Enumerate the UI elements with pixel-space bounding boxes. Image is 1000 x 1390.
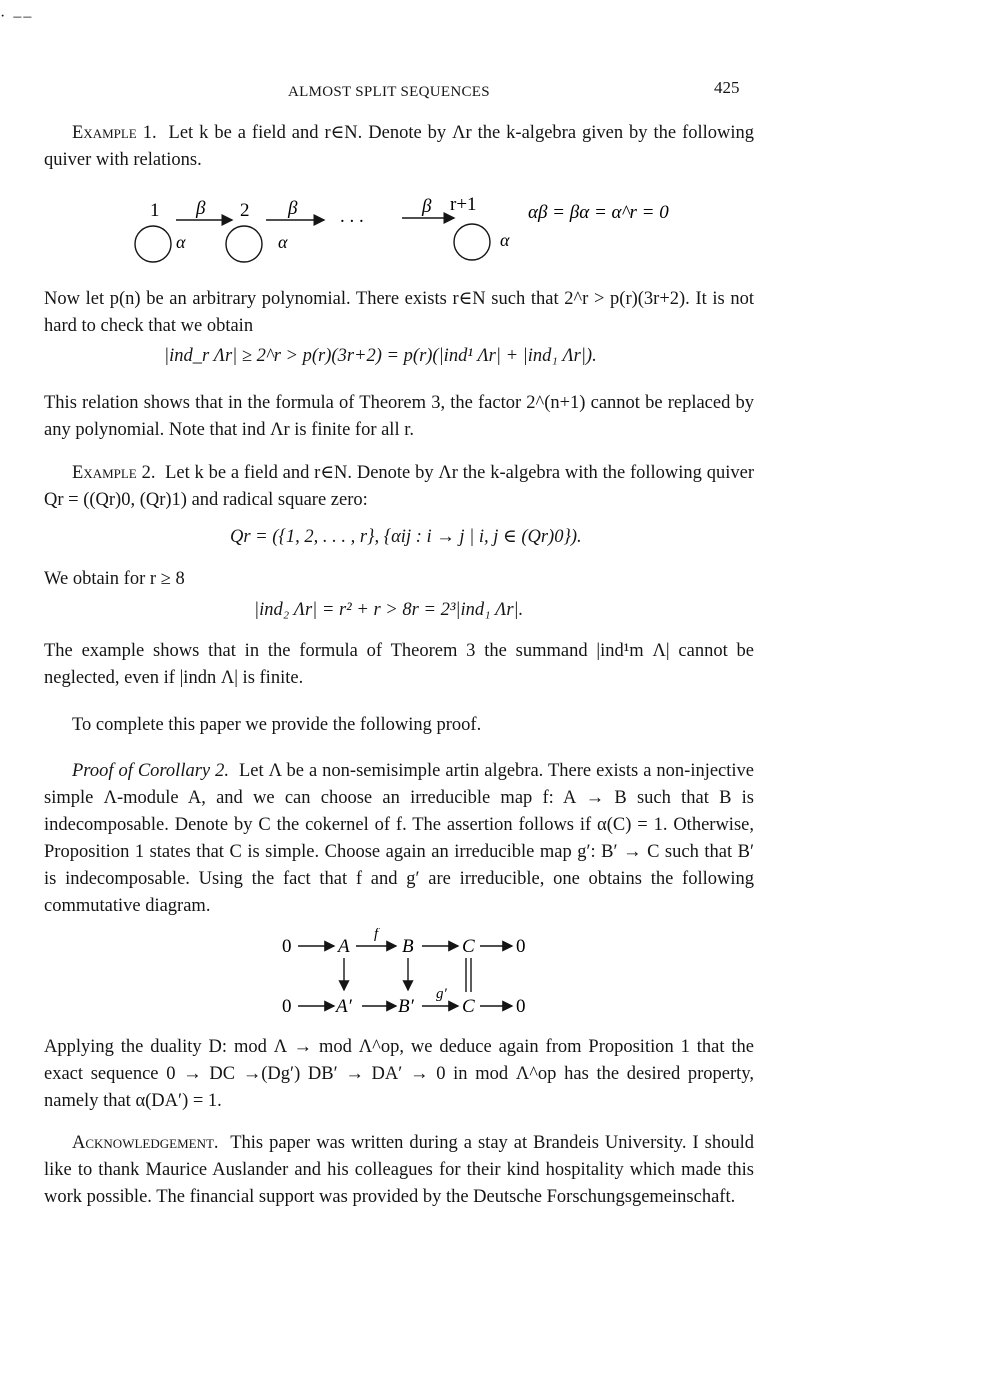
running-title: ALMOST SPLIT SEQUENCES bbox=[288, 84, 490, 100]
quiver-loop-3 bbox=[454, 224, 490, 260]
example-2-text: Let k be a field and r∈N. Denote by Λr the k-algebra with the following quiver Qr = ((Qr)0, (Qr)1) and radical square zero: bbox=[44, 463, 755, 510]
example-1-conclusion: This relation shows that in the formula of Theorem 3, the factor 2^(n+1) cannot be replaced by any polynomial. Note that ind Λr is finite for all r. bbox=[44, 393, 754, 440]
diagram-map-f: f bbox=[374, 928, 379, 942]
quiver-loop-1 bbox=[135, 226, 171, 262]
page-header bbox=[0, 78, 1000, 108]
loop-label-alpha-1: α bbox=[176, 232, 186, 252]
proof-text: Let Λ be a non-semisimple artin algebra. There exists a non-injective simple Λ-module A, and we can choose an irreducible map f: A → B such that B is indecomposable. Denote by C the cokernel of f. The assertion follows if α(C) = 1. Otherwise, Proposition 1 states that C is simple. Choose again an irreducible map g′: B′ → C such that B′ is indecomposable. Using the fact that f and g′ are irreducible, one obtains the following commutative diagram. bbox=[44, 761, 755, 916]
diagram-bottom-0-right: 0 bbox=[516, 996, 526, 1017]
corner-marks: · ‒‒ bbox=[0, 8, 34, 25]
example-2-label: Example 2. bbox=[72, 463, 156, 483]
commutative-diagram bbox=[276, 928, 546, 1020]
example-2-obtain: We obtain for r ≥ 8 bbox=[44, 569, 185, 589]
quiver-node-2: 2 bbox=[240, 200, 250, 221]
acknowledgement-paragraph bbox=[44, 1130, 754, 1211]
quiver-node-r1: r+1 bbox=[450, 194, 477, 215]
diagram-top-B: B bbox=[402, 936, 414, 957]
loop-label-alpha-2: α bbox=[278, 232, 288, 252]
diagram-bottom-0-left: 0 bbox=[282, 996, 292, 1017]
proof-paragraph bbox=[44, 758, 754, 920]
example-1-equation: |ind_r Λr| ≥ 2^r > p(r)(3r+2) = p(r)(|ind¹ Λr| + |ind₁ Λr|). bbox=[164, 346, 597, 366]
diagram-top-A: A bbox=[338, 936, 350, 957]
loop-label-alpha-3: α bbox=[500, 230, 510, 250]
arrow-label-beta-3: β bbox=[422, 196, 432, 217]
complete-sentence: To complete this paper we provide the following proof. bbox=[72, 715, 482, 735]
example-1-text: Let k be a field and r∈N. Denote by Λr the k-algebra given by the following quiver with relations. bbox=[44, 123, 755, 170]
example-2-equation: |ind₂ Λr| = r² + r > 8r = 2³|ind₁ Λr|. bbox=[254, 600, 524, 620]
example-1-label: Example 1. bbox=[72, 123, 157, 143]
duality-paragraph: Applying the duality D: mod Λ → mod Λ^op, we deduce again from Proposition 1 that the exact sequence 0 → DC →(Dg′) DB′ → DA′ → 0 in mod Λ^op has the desired property, namely that α(DA′) = 1. bbox=[44, 1037, 754, 1111]
diagram-bottom-B: B′ bbox=[398, 996, 414, 1017]
acknowledgement-label: Acknowledgement. bbox=[72, 1133, 219, 1153]
diagram-map-g: g′ bbox=[436, 986, 447, 1002]
quiver-diagram bbox=[120, 190, 680, 272]
page-number: 425 bbox=[714, 78, 740, 97]
diagram-top-C: C bbox=[462, 936, 475, 957]
example-1-statement bbox=[44, 120, 754, 174]
arrow-label-beta-2: β bbox=[288, 198, 298, 219]
quiver-node-1: 1 bbox=[150, 200, 160, 221]
proof-label: Proof of Corollary 2. bbox=[72, 761, 229, 781]
diagram-top-0-left: 0 bbox=[282, 936, 292, 957]
diagram-bottom-A: A′ bbox=[336, 996, 352, 1017]
example-2-quiver-definition: Qr = ({1, 2, . . . , r}, {αij : i → j | i, j ∈ (Qr)0}). bbox=[230, 527, 582, 547]
example-1-polynomial: Now let p(n) be an arbitrary polynomial. There exists r∈N such that 2^r > p(r)(3r+2). It is not hard to check that we obtain bbox=[44, 289, 754, 336]
acknowledgement-text: This paper was written during a stay at Brandeis University. I should like to thank Maurice Auslander and his colleagues for their kind hospitality which made this work possible. The financial support was provided by the Deutsche Forschungsgemeinschaft. bbox=[44, 1133, 754, 1207]
diagram-top-0-right: 0 bbox=[516, 936, 526, 957]
quiver-ellipsis: . . . bbox=[340, 206, 364, 227]
example-2-statement bbox=[44, 460, 754, 514]
arrow-label-beta-1: β bbox=[196, 198, 206, 219]
quiver-relations: αβ = βα = α^r = 0 bbox=[528, 202, 669, 223]
diagram-bottom-C: C bbox=[462, 996, 475, 1017]
quiver-loop-2 bbox=[226, 226, 262, 262]
example-2-conclusion: The example shows that in the formula of Theorem 3 the summand |ind¹m Λ| cannot be neglected, even if |indn Λ| is finite. bbox=[44, 641, 754, 688]
